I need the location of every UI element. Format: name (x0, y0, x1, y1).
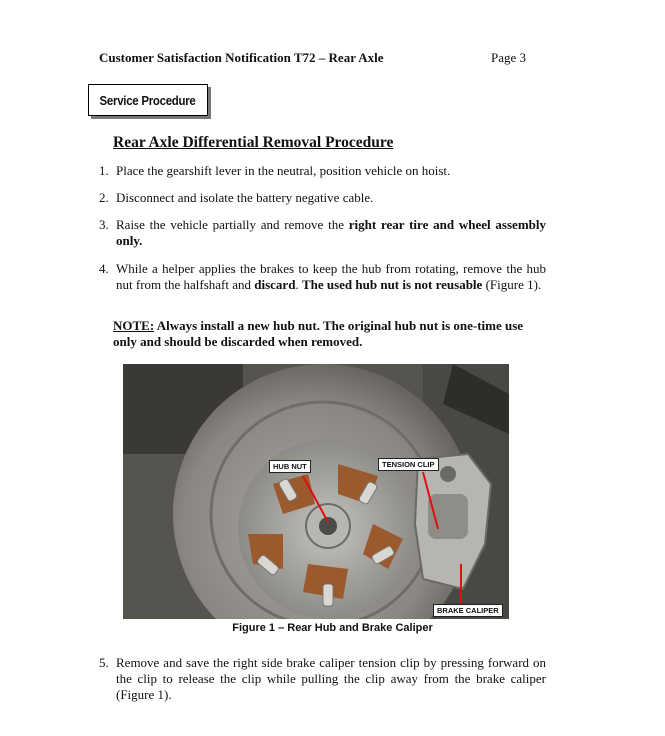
step-1 (99, 163, 546, 179)
step-4 (99, 261, 546, 293)
label-tension-clip: TENSION CLIP (378, 458, 439, 471)
figure-caption: Figure 1 – Rear Hub and Brake Caliper (232, 622, 433, 634)
label-brake-caliper: BRAKE CALIPER (433, 604, 503, 617)
step-3 (99, 217, 546, 249)
figure-photo (123, 364, 509, 619)
label-hub-nut: HUB NUT (269, 460, 311, 473)
step-number: 2. (99, 190, 109, 205)
step-text-bold: The used hub nut is not reusable (301, 277, 483, 292)
note-label: NOTE: (113, 318, 155, 333)
step-text-plain: While a helper applies the brakes to keep the hub from rotating, remove the hub nut from the halfshaft and (116, 261, 546, 292)
service-procedure-box (88, 84, 208, 116)
step-number: 5. (99, 655, 109, 670)
brake-photo-illustration (123, 364, 509, 619)
step-text-bold: right rear tire and wheel assembly only. (116, 217, 546, 248)
step-text-plain: . (295, 277, 302, 292)
page-header-title: Customer Satisfaction Notification T72 – Rear Axle (99, 50, 384, 65)
step-text (116, 261, 546, 293)
step-2 (99, 190, 546, 206)
service-procedure-label: Service Procedure (99, 92, 196, 108)
step-text: Disconnect and isolate the battery negative cable. (116, 190, 374, 205)
hub-nut-center (319, 517, 337, 535)
note (113, 318, 546, 350)
step-number: 3. (99, 217, 109, 232)
step-number: 4. (99, 261, 109, 276)
step-text-plain: Raise the vehicle partially and remove the (116, 217, 349, 232)
step-number: 1. (99, 163, 109, 178)
step-5 (99, 655, 546, 703)
section-title: Rear Axle Differential Removal Procedure (113, 134, 394, 151)
step-text (116, 217, 546, 249)
step-text-bold: discard (254, 277, 296, 292)
step-text: Place the gearshift lever in the neutral, position vehicle on hoist. (116, 163, 451, 178)
step-text-plain: (Figure 1). (482, 277, 542, 292)
note-text: Always install a new hub nut. The original hub nut is one-time use only and should be discarded when removed. (113, 318, 524, 349)
page-number: Page 3 (491, 50, 527, 65)
step-text: Remove and save the right side brake caliper tension clip by pressing forward on the clip to release the clip while pulling the clip away from the brake caliper (Figure 1). (116, 655, 546, 702)
